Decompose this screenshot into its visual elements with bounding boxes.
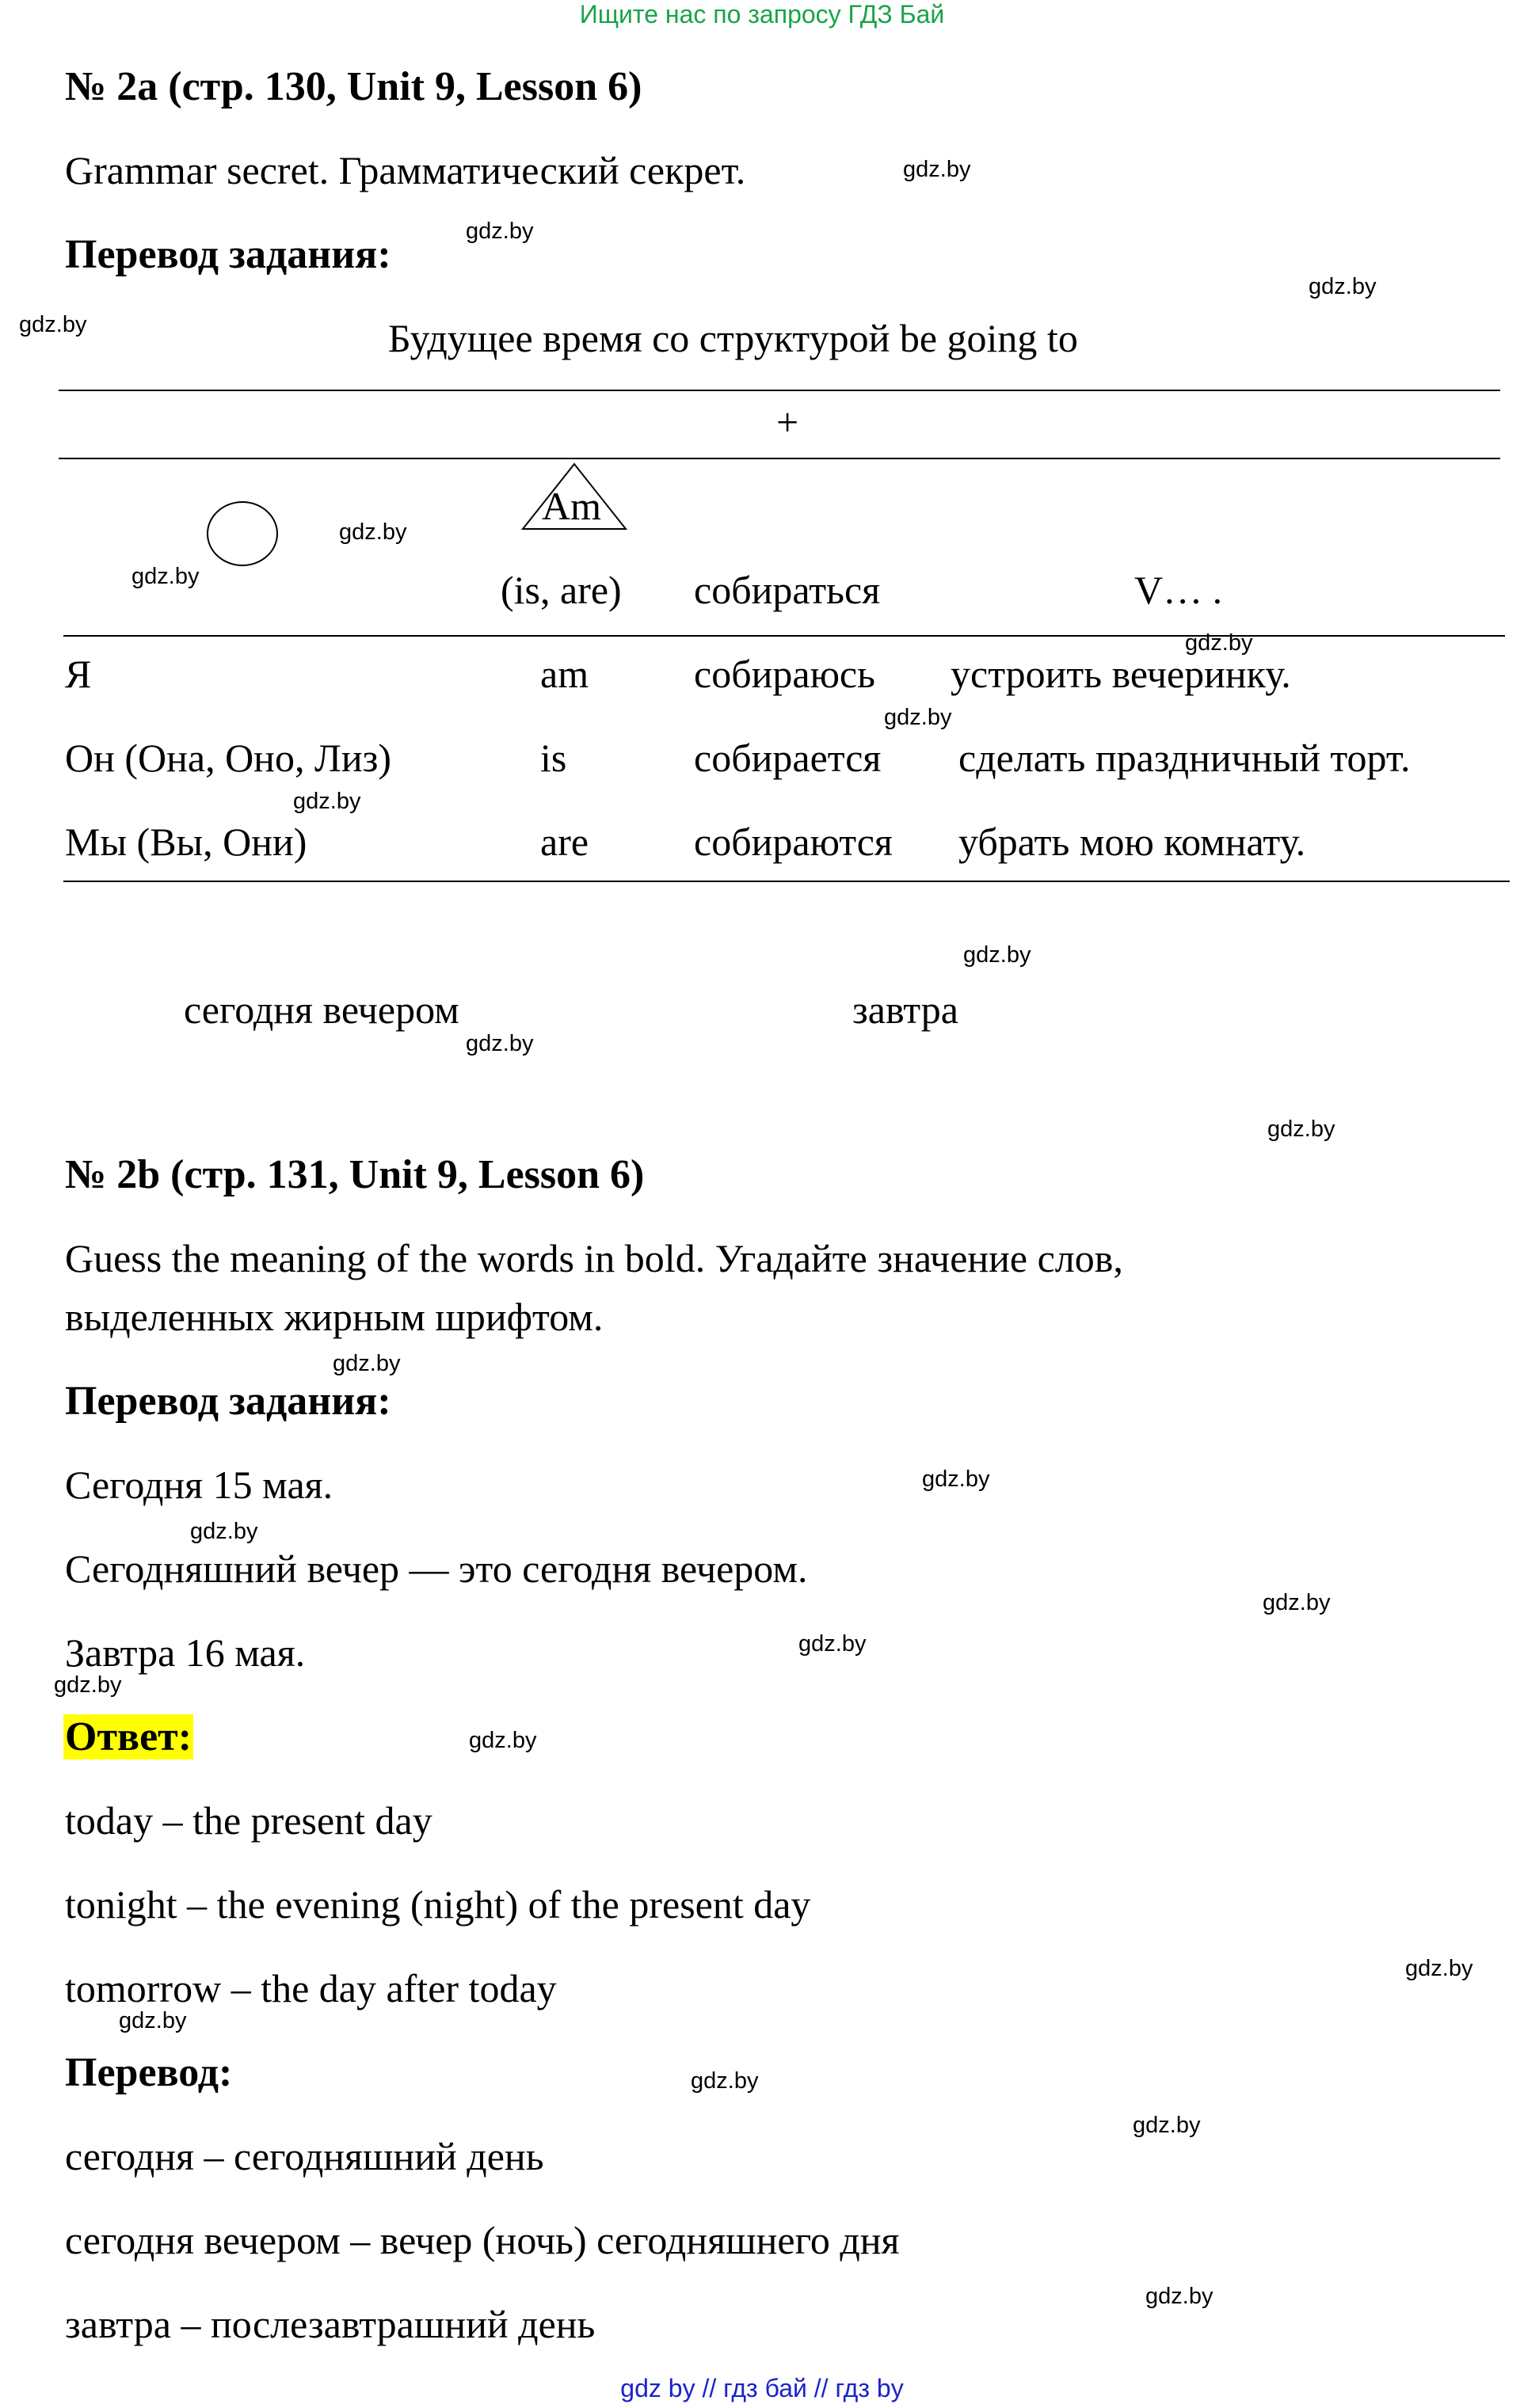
- watermark: gdz.by: [293, 789, 361, 814]
- table-plus-sign: +: [776, 400, 799, 444]
- row2-going: собирается: [694, 736, 882, 780]
- watermark: gdz.by: [469, 1728, 537, 1753]
- subject-circle-icon: [201, 497, 284, 570]
- row3-subject: Мы (Вы, Они): [65, 820, 307, 864]
- watermark: gdz.by: [963, 942, 1031, 968]
- watermark: gdz.by: [19, 312, 87, 337]
- time-word-tomorrow: завтра: [852, 987, 958, 1032]
- table-rule-top: [59, 390, 1500, 391]
- row2-subject: Он (Она, Оно, Лиз): [65, 736, 392, 780]
- watermark: gdz.by: [884, 705, 952, 730]
- section-2b-translation-heading: Перевод задания:: [65, 1379, 391, 1424]
- section-2a-translation-heading: Перевод задания:: [65, 232, 391, 277]
- table-rule-bottom: [63, 881, 1510, 882]
- watermark: gdz.by: [131, 564, 200, 589]
- time-word-tonight: сегодня вечером: [184, 987, 459, 1032]
- table-title: Будущее время со структурой be going to: [388, 316, 1078, 360]
- section-2a-instruction: Grammar secret. Грамматический секрет.: [65, 148, 746, 192]
- watermark: gdz.by: [190, 1519, 258, 1544]
- watermark: gdz.by: [1405, 1956, 1473, 1981]
- watermark: gdz.by: [1263, 1590, 1331, 1615]
- translation-label: Перевод:: [65, 2050, 233, 2095]
- watermark: gdz.by: [333, 1351, 401, 1376]
- answer-line-2: tonight – the evening (night) of the present day: [65, 1882, 811, 1927]
- watermark: gdz.by: [466, 1031, 534, 1056]
- answer-line-3: tomorrow – the day after today: [65, 1966, 557, 2010]
- watermark: gdz.by: [54, 1672, 122, 1698]
- answer-label: Ответ:: [65, 1714, 192, 1759]
- task-line-1: Сегодня 15 мая.: [65, 1463, 333, 1507]
- watermark: gdz.by: [1309, 274, 1377, 299]
- row2-be: is: [540, 736, 567, 780]
- bottom-banner: gdz by // гдз бай // гдз by: [620, 2374, 904, 2402]
- section-2b-heading: № 2b (стр. 131, Unit 9, Lesson 6): [65, 1152, 645, 1197]
- triangle-label: Am: [542, 484, 601, 528]
- row2-verb: сделать праздничный торт.: [958, 736, 1411, 780]
- watermark: gdz.by: [1133, 2113, 1201, 2138]
- watermark: gdz.by: [922, 1466, 990, 1492]
- answer-line-1: today – the present day: [65, 1798, 432, 1843]
- watermark: gdz.by: [466, 219, 534, 244]
- row3-verb: убрать мою комнату.: [958, 820, 1306, 864]
- watermark: gdz.by: [1267, 1117, 1335, 1142]
- section-2b-instruction-line2: выделенных жирным шрифтом.: [65, 1295, 604, 1339]
- watermark: gdz.by: [1185, 630, 1253, 656]
- watermark: gdz.by: [339, 519, 407, 545]
- watermark: gdz.by: [903, 157, 971, 182]
- table-rule-plus: [59, 458, 1500, 459]
- top-banner: Ищите нас по запросу ГДЗ Бай: [579, 0, 945, 29]
- header-be: (is, are): [501, 568, 622, 612]
- header-verb: V… .: [1134, 568, 1223, 612]
- translation-line-1: сегодня – сегодняшний день: [65, 2134, 544, 2178]
- row1-going: собираюсь: [694, 652, 875, 696]
- translation-line-2: сегодня вечером – вечер (ночь) сегодняшнего дня: [65, 2218, 900, 2262]
- translation-line-3: завтра – послезавтрашний день: [65, 2302, 596, 2346]
- task-line-2: Сегодняшний вечер — это сегодня вечером.: [65, 1546, 808, 1591]
- section-2a-heading: № 2а (стр. 130, Unit 9, Lesson 6): [65, 64, 642, 109]
- watermark: gdz.by: [1145, 2284, 1213, 2309]
- row3-going: собираются: [694, 820, 893, 864]
- row1-verb: устроить вечеринку.: [951, 652, 1291, 696]
- task-line-3: Завтра 16 мая.: [65, 1630, 306, 1675]
- row1-subject: Я: [65, 652, 92, 696]
- table-rule-header: [63, 635, 1505, 637]
- watermark: gdz.by: [119, 2008, 187, 2033]
- watermark: gdz.by: [798, 1631, 867, 1657]
- row1-be: am: [540, 652, 589, 696]
- section-2b-instruction-line1: Guess the meaning of the words in bold. Угадайте значение слов,: [65, 1236, 1123, 1280]
- row3-be: are: [540, 820, 589, 864]
- watermark: gdz.by: [691, 2068, 759, 2094]
- header-going: собираться: [694, 568, 881, 612]
